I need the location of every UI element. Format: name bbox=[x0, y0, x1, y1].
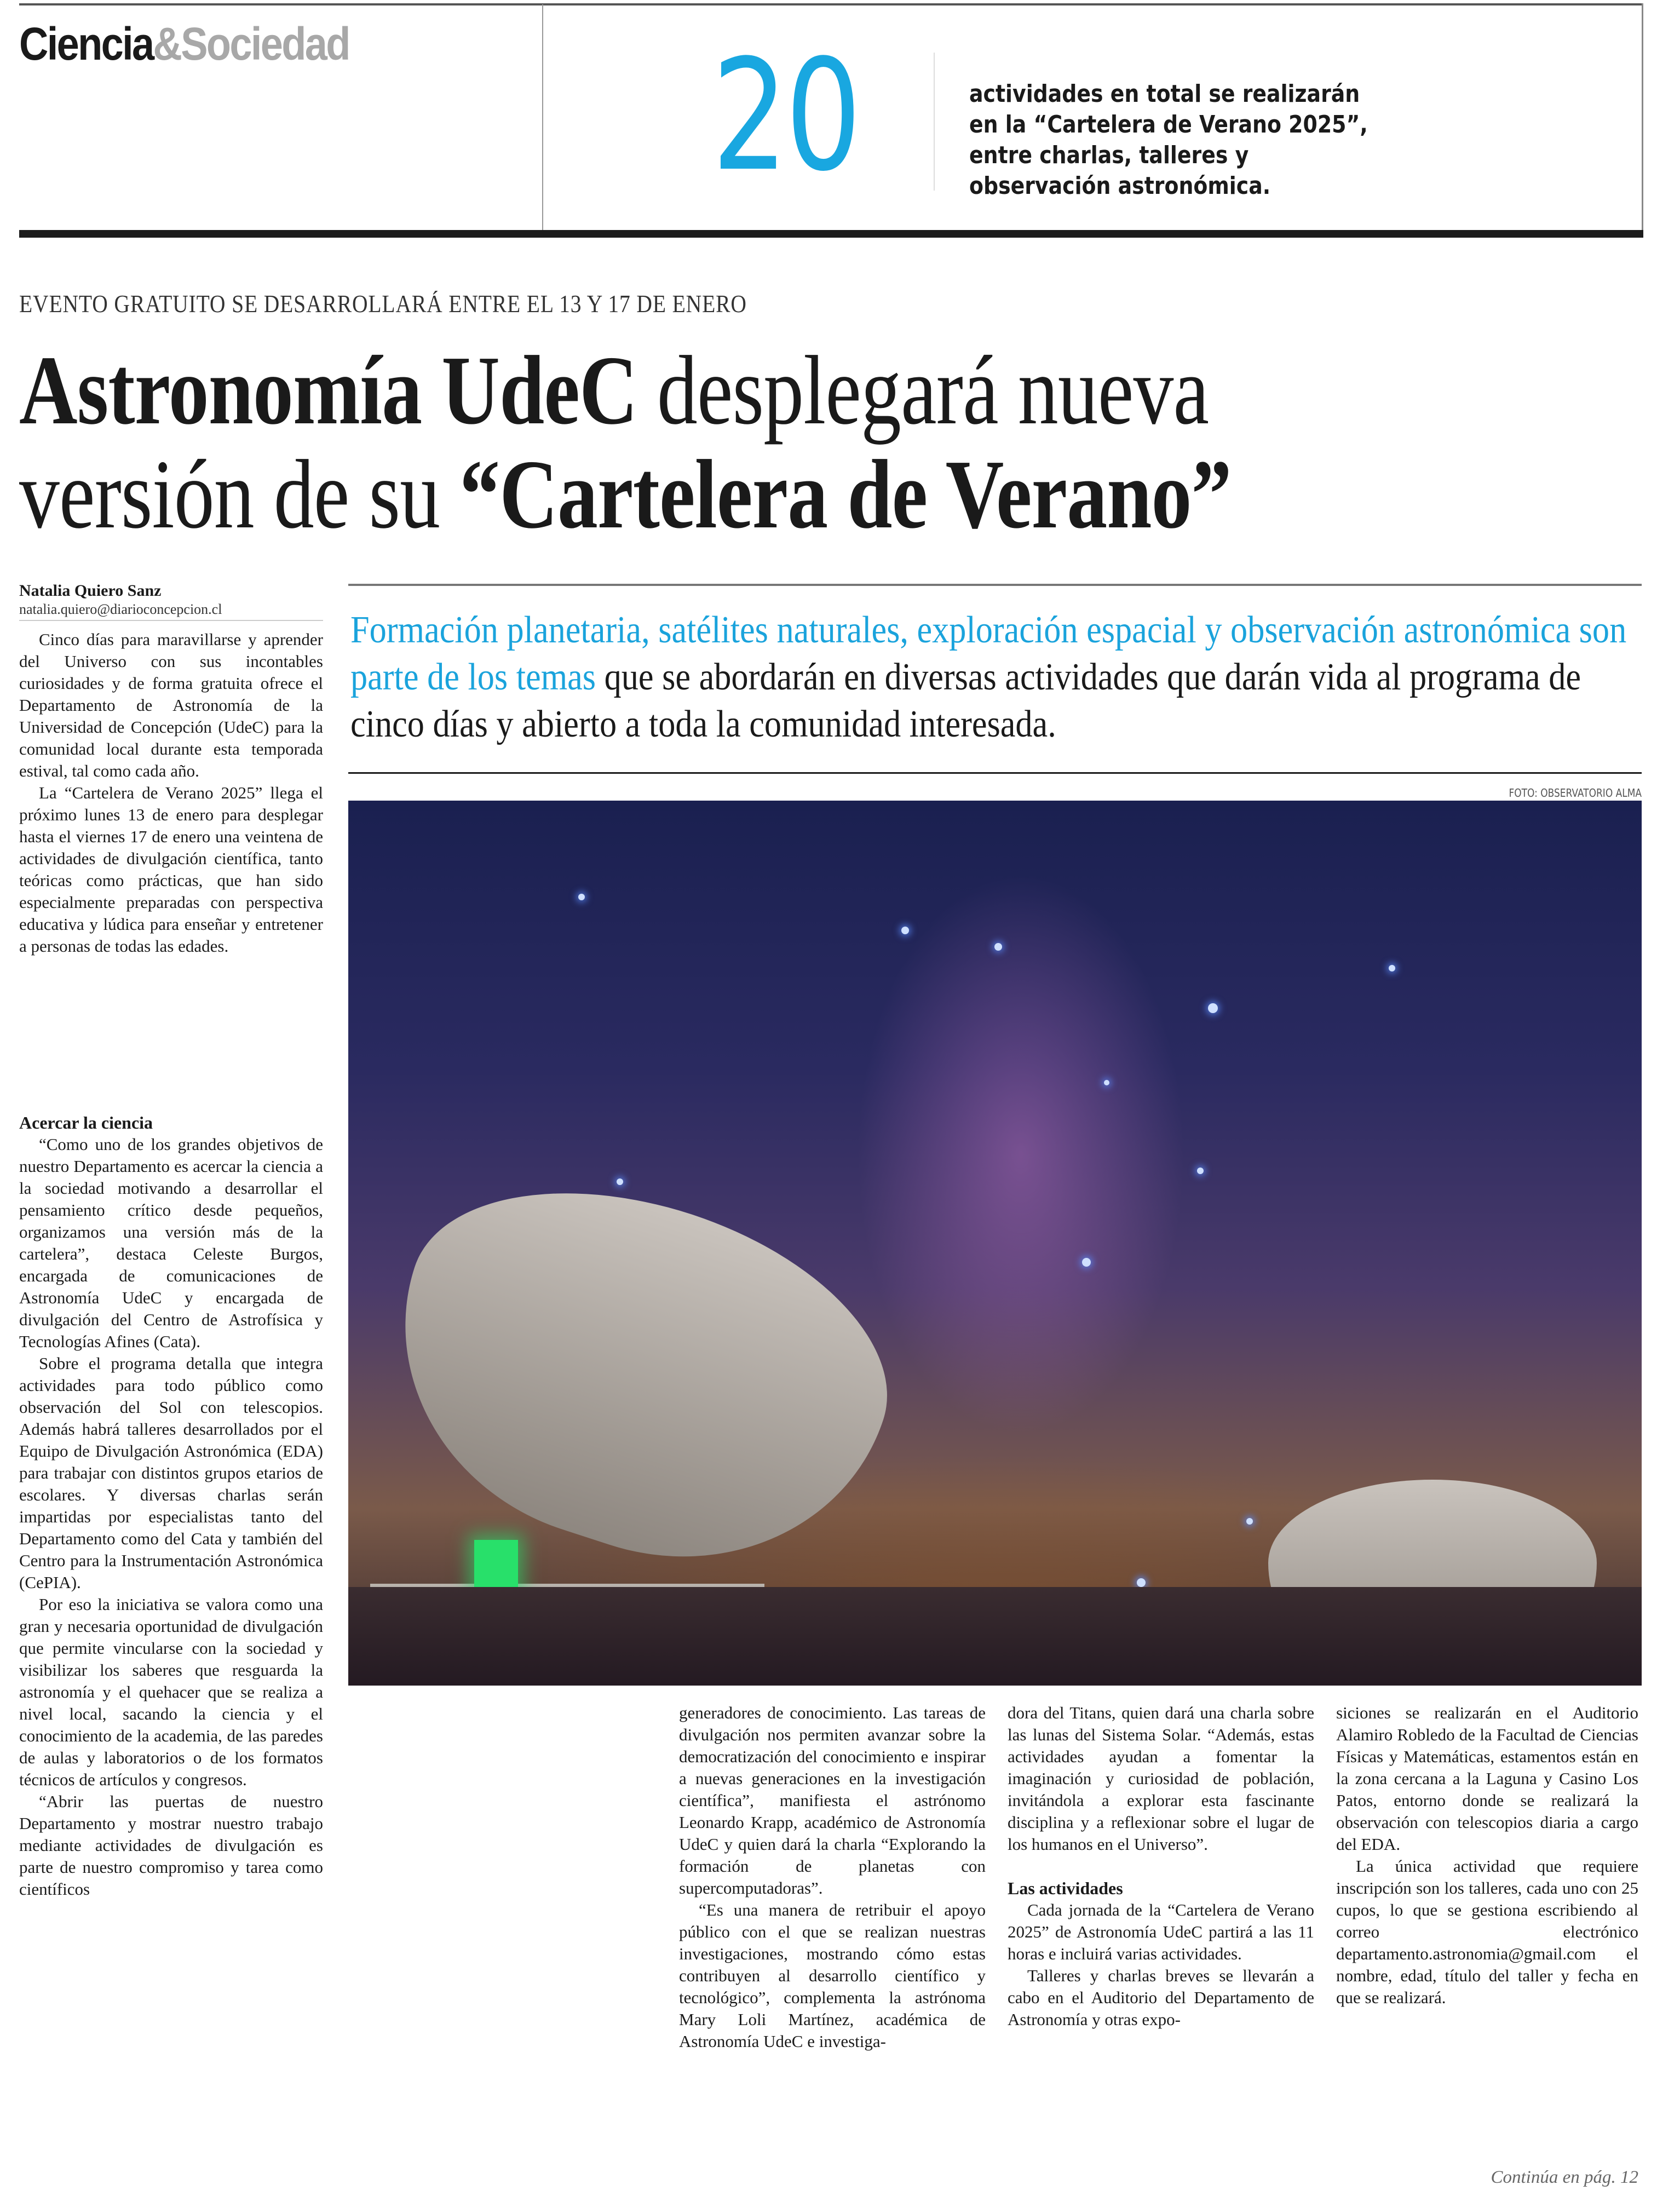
section-logo-ciencia: Ciencia bbox=[19, 18, 153, 70]
body-paragraph: siciones se realizarán en el Auditorio Alamiro Robledo de la Facultad de Ciencias Físicas y Matemáticas, estamentos están en la zona cercana a la Laguna y Casino Los Patos, entorno donde se realizará la observación con telescopios diaria a cargo del EDA. bbox=[1336, 1703, 1638, 1854]
body-paragraph: Cinco días para maravillarse y aprender del Universo con sus incontables curiosidades y de forma gratuita ofrece el Departamento de Astronomía de la Universidad de Concepción (UdeC) para la comunidad local durante esta temporada estival, tal como cada año. bbox=[19, 630, 323, 780]
headline-line-2 bbox=[19, 442, 1232, 547]
star-icon bbox=[901, 927, 909, 934]
body-paragraph: “Es una manera de retribuir el apoyo público con el que se realizan nuestras investigaciones, mostrando cómo estas contribuyen al desarrollo científico y tecnológico”, complementa la astrónoma Mary Loli Martínez, académica de Astronomía UdeC e investiga- bbox=[679, 1900, 986, 2051]
deck-highlight: Formación planetaria, satélites naturales, exploración espacial y observación astronómica son parte de los temas bbox=[350, 609, 1627, 698]
body-paragraph: La única actividad que requiere inscripción son los talleres, cada uno con 25 cupos, lo que se gestiona escribiendo al correo electrónico departamento.astronomia@gmail.com el nombre, edad, título del taller y fecha en que se realizará. bbox=[1336, 1856, 1638, 2007]
star-icon bbox=[617, 1178, 623, 1185]
body-paragraph: Talleres y charlas breves se llevarán a cabo en el Auditorio del Departamento de Astronomía y otras expo- bbox=[1008, 1966, 1314, 2029]
body-column-1-top bbox=[19, 629, 323, 957]
headline-regular-part: desplegará nueva bbox=[637, 336, 1209, 445]
section-logo-sociedad: &Sociedad bbox=[153, 18, 349, 70]
subheading-las-actividades: Las actividades bbox=[1008, 1878, 1123, 1898]
body-paragraph: “Como uno de los grandes objetivos de nuestro Departamento es acercar la ciencia a la sociedad motivando a desarrollar el pensamiento crítico desde pequeños, organizamos una versión más de la cartelera”, destaca Celeste Burgos, encargada de comunicaciones de Astronomía UdeC y encargada de divulgación del Centro de Astrofísica y Tecnologías Afines (Cata). bbox=[19, 1135, 323, 1351]
deck-top-rule bbox=[348, 584, 1642, 586]
headline-regular-part: versión de su bbox=[19, 440, 460, 549]
article-headline bbox=[19, 338, 1232, 547]
star-icon bbox=[578, 894, 585, 900]
header-bottom-rule bbox=[19, 230, 1643, 238]
article-deck bbox=[350, 607, 1637, 748]
photo-ground bbox=[348, 1587, 1642, 1686]
headline-bold-part: “Cartelera de Verano” bbox=[459, 440, 1232, 549]
headline-bold-part: Astronomía UdeC bbox=[19, 336, 637, 445]
stat-number: 20 bbox=[712, 27, 859, 205]
body-column-3 bbox=[1008, 1702, 1314, 2031]
stat-divider bbox=[934, 53, 935, 191]
body-paragraph: Por eso la iniciativa se valora como una gran y necesaria oportunidad de divulgación que permite vincularse con la sociedad y visibilizar los saberes que resguarda la astronomía y el quehacer que se realiza a nivel local, sacando la ciencia y el conocimiento de la academia, de las paredes de aulas y laboratorios o de los formatos técnicos de artículos y congresos. bbox=[19, 1595, 323, 1789]
star-icon bbox=[1137, 1578, 1146, 1587]
body-column-1-bottom bbox=[19, 1112, 323, 1900]
article-kicker: EVENTO GRATUITO SE DESARROLLARÁ ENTRE EL 13 Y 17 DE ENERO bbox=[19, 290, 747, 318]
body-column-2 bbox=[679, 1702, 986, 2052]
deck-bottom-rule bbox=[348, 772, 1642, 774]
header-divider bbox=[542, 4, 543, 234]
byline-author: Natalia Quiero Sanz bbox=[19, 582, 162, 600]
header-top-rule bbox=[19, 3, 1643, 5]
body-paragraph: dora del Titans, quien dará una charla sobre las lunas del Sistema Solar. “Además, estas actividades ayudan a fomentar la imaginación y curiosidad de población, invitándola a explorar esta fascinante disciplina y a reflexionar sobre el lugar de los humanos en el Universo”. bbox=[1008, 1703, 1314, 1854]
subheading-acercar-la-ciencia: Acercar la ciencia bbox=[19, 1113, 153, 1132]
section-logo bbox=[19, 18, 349, 71]
body-paragraph: La “Cartelera de Verano 2025” llega el próximo lunes 13 de enero para desplegar hasta el viernes 17 de enero una veintena de actividades de divulgación científica, tanto teóricas como prácticas, que han sido especialmente preparadas con perspectiva educativa y lúdica para enseñar y entretener a personas de todas las edades. bbox=[19, 783, 323, 956]
star-icon bbox=[994, 943, 1002, 951]
photo-credit: FOTO: OBSERVATORIO ALMA bbox=[1509, 786, 1642, 800]
body-column-4 bbox=[1336, 1702, 1638, 2009]
star-icon bbox=[1246, 1518, 1253, 1525]
star-icon bbox=[1389, 965, 1395, 971]
deck-rest: que se abordarán en diversas actividades que darán vida al programa de cinco días y abierto a toda la comunidad interesada. bbox=[350, 656, 1581, 745]
body-paragraph: “Abrir las puertas de nuestro Departamento y mostrar nuestro trabajo mediante actividades de divulgación es parte de nuestro compromiso y tarea como científicos bbox=[19, 1792, 323, 1899]
star-icon bbox=[1082, 1258, 1091, 1267]
body-paragraph: generadores de conocimiento. Las tareas de divulgación nos permiten avanzar sobre la democratización del conocimiento e inspirar a nuevas generaciones en la investigación científica”, manifiesta el astrónomo Leonardo Krapp, académico de Astronomía UdeC y quien dará la charla “Explorando la formación de planetas con supercomputadoras”. bbox=[679, 1703, 986, 1898]
body-paragraph: Sobre el programa detalla que integra actividades para todo público como observación del Sol con telescopios. Además habrá talleres desarrollados por el Equipo de Divulgación Astronómica (EDA) para trabajar con distintos grupos etarios de escolares. Y diversas charlas serán impartidas por especialistas tanto del Departamento como del Cata y también del Centro para la Instrumentación Astronómica (CePIA). bbox=[19, 1354, 323, 1592]
byline-divider bbox=[19, 620, 323, 621]
header-right-border bbox=[1642, 3, 1643, 236]
star-icon bbox=[1197, 1168, 1204, 1174]
antenna-dish bbox=[352, 1138, 925, 1613]
star-icon bbox=[1104, 1080, 1109, 1085]
star-icon bbox=[1208, 1003, 1218, 1013]
article-photo bbox=[348, 801, 1642, 1686]
byline-email-link[interactable]: natalia.quiero@diarioconcepcion.cl bbox=[19, 601, 222, 617]
continuation-link[interactable]: Continúa en pág. 12 bbox=[1491, 2167, 1638, 2187]
headline-line-1 bbox=[19, 336, 1232, 445]
stat-description: actividades en total se realizarán en la “Cartelera de Verano 2025”, entre charlas, talleres y observación astronómica. bbox=[969, 80, 1368, 200]
body-paragraph: Cada jornada de la “Cartelera de Verano 2025” de Astronomía UdeC partirá a las 11 horas e incluirá varias actividades. bbox=[1008, 1900, 1314, 1963]
